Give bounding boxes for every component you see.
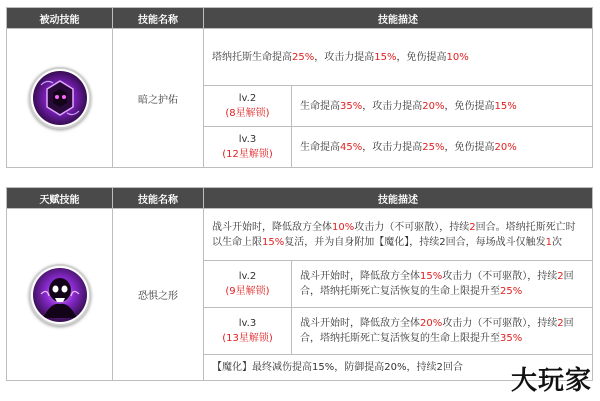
talent-level-cell [204, 308, 292, 355]
passive-base-desc: 塔纳托斯生命提高25%，攻击力提高15%，免伤提高10% [204, 29, 593, 86]
passive-level-cell [204, 127, 292, 168]
unlock-label: (8星解锁) [225, 108, 270, 119]
talent-footer-note: 【魔化】最终减伤提高15%，防御提高20%，持续2回合 [204, 355, 593, 381]
header-skill-name: 技能名称 [113, 188, 204, 209]
talent-level-cell [204, 261, 292, 308]
talent-level-desc: 战斗开始时，降低敌方全体20%攻击力（不可驱散），持续2回合，塔纳托斯死亡复活恢复的生命上限提升至35% [292, 308, 593, 355]
passive-level-desc: 生命提高35%，攻击力提高20%，免伤提高15% [292, 86, 593, 127]
passive-level-cell [204, 86, 292, 127]
header-skill-desc: 技能描述 [204, 8, 593, 29]
header-talent-skill: 天赋技能 [7, 188, 113, 209]
dark-shield-icon [29, 67, 91, 129]
talent-skill-name: 恐惧之形 [113, 209, 204, 381]
header-skill-desc: 技能描述 [204, 188, 593, 209]
passive-skill-table [6, 7, 593, 168]
talent-base-desc: 战斗开始时，降低敌方全体10%攻击力（不可驱散），持续2回合。塔纳托斯死亡时以生命上限15%复活，并为自身附加【魔化】，持续2回合，每场战斗仅触发1次 [204, 209, 593, 261]
level-label: lv.2 [238, 93, 257, 104]
skull-phantom-icon [29, 264, 91, 326]
talent-header-row [7, 188, 593, 209]
unlock-label: (13星解锁) [222, 333, 273, 344]
passive-icon-cell [7, 29, 113, 168]
site-watermark: 大玩家 [510, 366, 592, 396]
unlock-label: (9星解锁) [225, 286, 270, 297]
unlock-label: (12星解锁) [222, 149, 273, 160]
talent-skill-table [6, 187, 593, 381]
header-passive-skill: 被动技能 [7, 8, 113, 29]
level-label: lv.3 [238, 134, 257, 145]
passive-skill-name: 暗之护佑 [113, 29, 204, 168]
passive-header-row [7, 8, 593, 29]
talent-level-desc: 战斗开始时，降低敌方全体15%攻击力（不可驱散），持续2回合，塔纳托斯死亡复活恢复的生命上限提升至25% [292, 261, 593, 308]
talent-icon-cell [7, 209, 113, 381]
passive-level-desc: 生命提高45%，攻击力提高25%，免伤提高20% [292, 127, 593, 168]
level-label: lv.2 [238, 271, 257, 282]
level-label: lv.3 [238, 318, 257, 329]
header-skill-name: 技能名称 [113, 8, 204, 29]
